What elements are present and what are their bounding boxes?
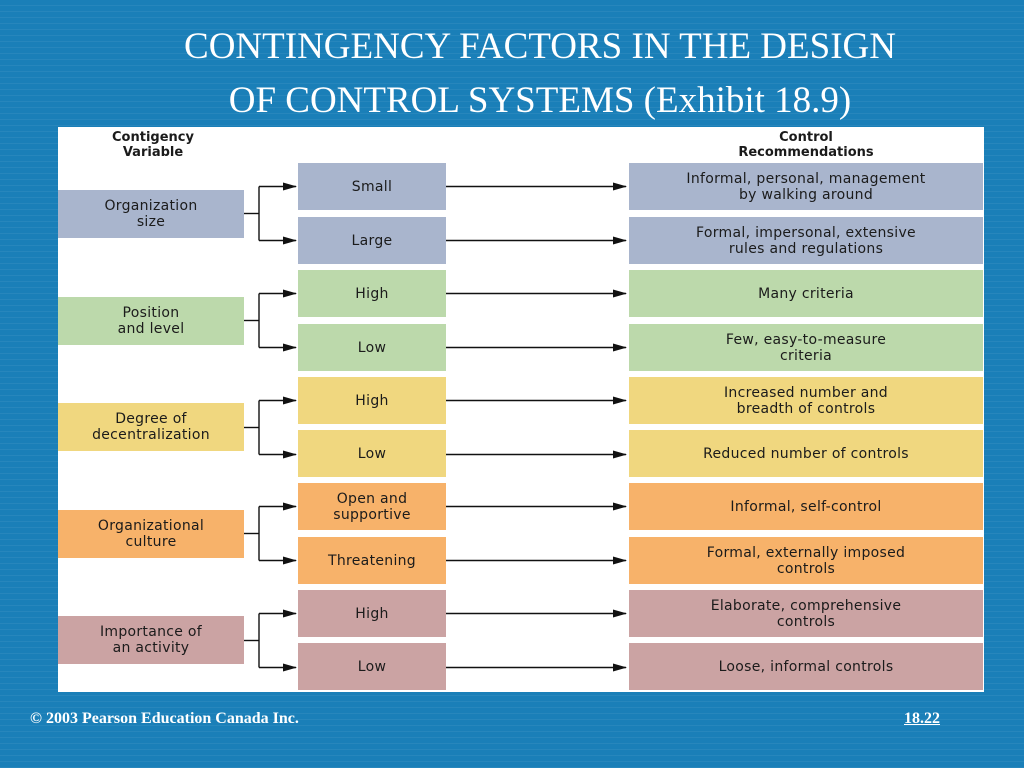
recommendation-position-low: Few, easy-to-measure criteria: [629, 324, 983, 371]
variable-organization-size: Organization size: [58, 190, 244, 238]
level-small: Small: [298, 163, 446, 210]
slide-title: [60, 20, 1020, 128]
recommendation-threatening: Formal, externally imposed controls: [629, 537, 983, 584]
exhibit-diagram: [58, 127, 984, 692]
header-control-recommendations: Control Recommendations: [738, 130, 874, 160]
level-open-and-supportive: Open and supportive: [298, 483, 446, 530]
title-line-1: CONTINGENCY FACTORS IN THE DESIGN: [184, 26, 896, 67]
recommendation-decentralization-low: Reduced number of controls: [629, 430, 983, 477]
variable-degree-of-decentralization: Degree of decentralization: [58, 403, 244, 451]
level-importance-high: High: [298, 590, 446, 637]
level-position-low: Low: [298, 324, 446, 371]
header-contingency-variable: Contigency Variable: [112, 130, 194, 160]
variable-position-and-level: Position and level: [58, 297, 244, 345]
level-decentralization-high: High: [298, 377, 446, 424]
recommendation-decentralization-high: Increased number and breadth of controls: [629, 377, 983, 424]
level-threatening: Threatening: [298, 537, 446, 584]
variable-importance-of-activity: Importance of an activity: [58, 616, 244, 664]
recommendation-large: Formal, impersonal, extensive rules and regulations: [629, 217, 983, 264]
recommendation-small: Informal, personal, management by walking around: [629, 163, 983, 210]
recommendation-importance-low: Loose, informal controls: [629, 643, 983, 690]
title-line-2: OF CONTROL SYSTEMS (Exhibit 18.9): [228, 80, 852, 121]
footer-copyright: © 2003 Pearson Education Canada Inc.: [30, 710, 299, 727]
variable-organizational-culture: Organizational culture: [58, 510, 244, 558]
level-decentralization-low: Low: [298, 430, 446, 477]
footer-page-number: 18.22: [904, 710, 940, 727]
level-large: Large: [298, 217, 446, 264]
level-importance-low: Low: [298, 643, 446, 690]
level-position-high: High: [298, 270, 446, 317]
recommendation-open-and-supportive: Informal, self-control: [629, 483, 983, 530]
recommendation-position-high: Many criteria: [629, 270, 983, 317]
recommendation-importance-high: Elaborate, comprehensive controls: [629, 590, 983, 637]
